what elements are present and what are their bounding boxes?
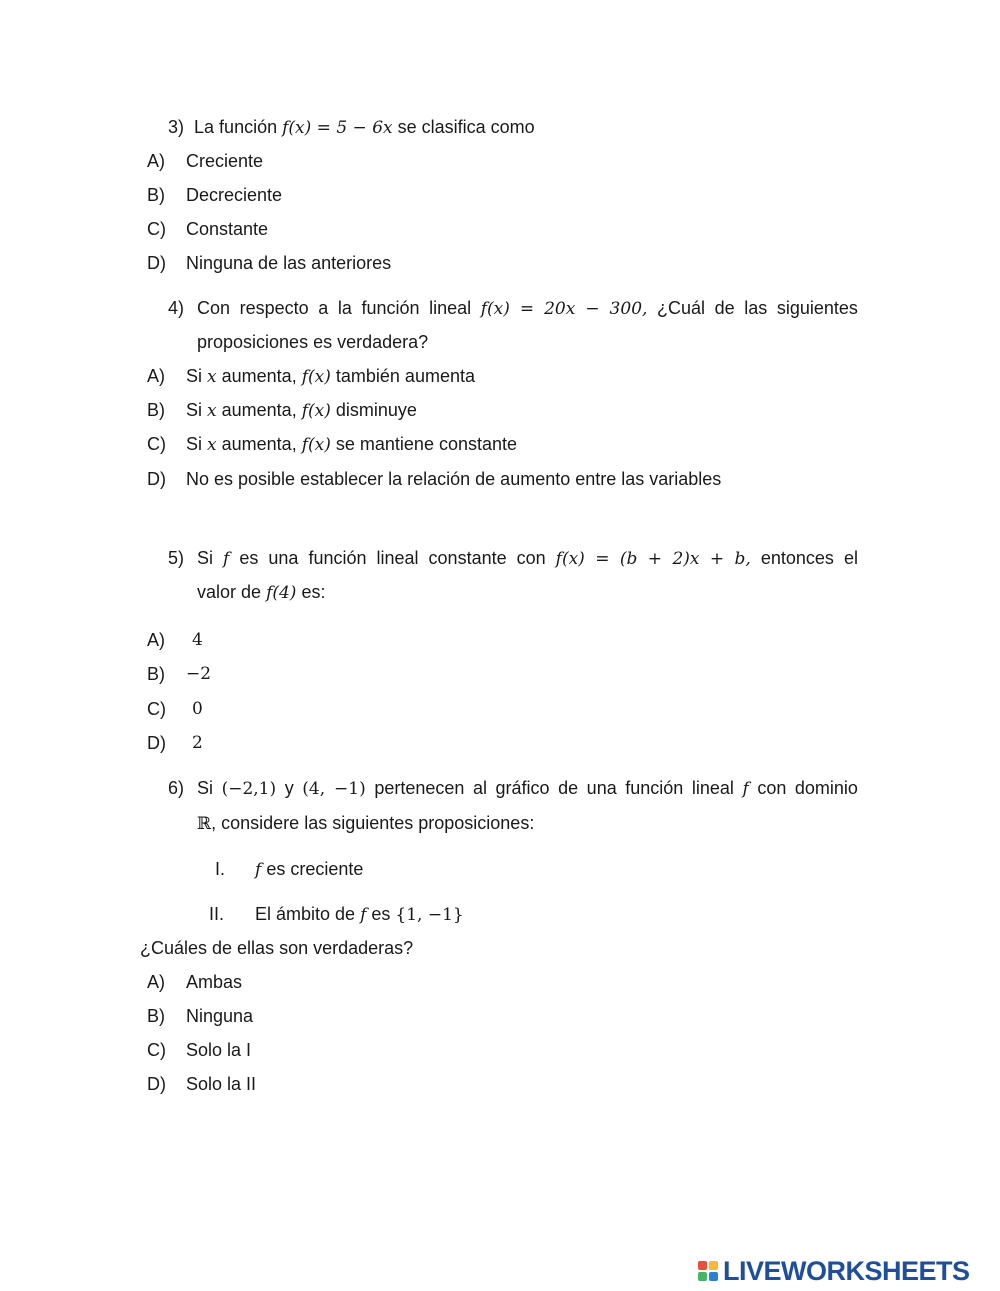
- option-value[interactable]: 0: [192, 699, 203, 719]
- option-letter: B): [147, 185, 165, 205]
- word: la: [337, 298, 352, 318]
- word: función: [308, 548, 367, 568]
- word: con dominio: [757, 778, 858, 798]
- word: lineal: [376, 548, 419, 568]
- option-letter: A): [147, 366, 165, 386]
- option-letter: A): [147, 630, 165, 650]
- question-6-line-2: [197, 811, 534, 836]
- proposition-text: [255, 857, 363, 882]
- option-value[interactable]: 4: [192, 630, 203, 650]
- math-expression: f(x) = 5 − 6x: [282, 118, 393, 138]
- question-6-line-1: [197, 776, 858, 801]
- math-expression: f(x) = 20x − 300,: [480, 299, 648, 319]
- word: Si: [186, 366, 203, 386]
- word: a: [318, 298, 329, 318]
- proposition-numeral: I.: [215, 859, 226, 879]
- math-variable: f: [255, 860, 262, 880]
- word: y: [284, 778, 294, 798]
- word: función: [361, 298, 420, 318]
- word: las: [744, 298, 768, 318]
- math-variable: f: [223, 549, 230, 569]
- word: entonces: [760, 548, 834, 568]
- word: Si: [186, 434, 203, 454]
- question-number: 3): [168, 117, 185, 137]
- option-text[interactable]: Solo la II: [186, 1074, 257, 1094]
- option-letter: D): [147, 1074, 166, 1094]
- question-number: 6): [168, 778, 185, 798]
- word: es:: [301, 582, 326, 602]
- math-expression: f(x) = (b + 2)x + b,: [555, 549, 751, 569]
- word: aumenta,: [221, 366, 297, 386]
- question-number: 5): [168, 548, 185, 568]
- word: también aumenta: [335, 366, 475, 386]
- option-letter: D): [147, 733, 166, 753]
- option-text[interactable]: Solo la I: [186, 1040, 252, 1060]
- math-variable: x: [207, 367, 217, 387]
- word: ¿Cuál: [657, 298, 706, 318]
- option-letter: B): [147, 1006, 165, 1026]
- word: pertenecen al gráfico de una función lineal: [374, 778, 734, 798]
- question-3: [168, 115, 535, 140]
- math-variable: x: [207, 401, 217, 421]
- option-text[interactable]: [186, 432, 517, 457]
- math-expression: f(x): [301, 401, 331, 421]
- option-text[interactable]: [186, 398, 417, 423]
- math-point: (−2,1): [221, 779, 277, 799]
- math-variable: f: [360, 905, 367, 925]
- word: Si: [197, 778, 214, 798]
- option-letter: A): [147, 151, 165, 171]
- word: de: [714, 298, 735, 318]
- word: una: [268, 548, 299, 568]
- word: , considere las siguientes proposiciones:: [211, 813, 535, 833]
- proposition-numeral: II.: [209, 904, 225, 924]
- option-letter: D): [147, 469, 166, 489]
- word: siguientes: [776, 298, 858, 318]
- word: se mantiene constante: [335, 434, 518, 454]
- word: Si: [197, 548, 214, 568]
- option-letter: C): [147, 219, 166, 239]
- option-text[interactable]: Ambas: [186, 972, 243, 992]
- option-text[interactable]: Creciente: [186, 151, 264, 171]
- math-expression: f(x): [301, 435, 331, 455]
- question-text: La función: [194, 117, 278, 137]
- question-5-line-1: [197, 546, 858, 571]
- question-number: 4): [168, 298, 185, 318]
- option-text[interactable]: [186, 364, 475, 389]
- word: El ámbito de: [255, 904, 356, 924]
- math-set: {1, −1}: [395, 905, 464, 925]
- option-letter: C): [147, 699, 166, 719]
- word: el: [843, 548, 858, 568]
- brand-name: LIVEWORKSHEETS: [723, 1255, 970, 1286]
- question-5-line-2: [197, 580, 325, 605]
- option-letter: B): [147, 400, 165, 420]
- word: disminuye: [335, 400, 417, 420]
- option-text[interactable]: Decreciente: [186, 185, 283, 205]
- option-letter: C): [147, 434, 166, 454]
- option-text[interactable]: Ninguna: [186, 1006, 254, 1026]
- question-6-prompt: ¿Cuáles de ellas son verdaderas?: [140, 938, 414, 958]
- word: respecto: [239, 298, 309, 318]
- word: valor de: [197, 582, 262, 602]
- math-set: ℝ: [197, 814, 212, 834]
- word: es: [371, 904, 391, 924]
- option-letter: C): [147, 1040, 166, 1060]
- word: Si: [186, 400, 203, 420]
- option-letter: D): [147, 253, 166, 273]
- word: aumenta,: [221, 400, 297, 420]
- math-variable: x: [207, 435, 217, 455]
- proposition-text: [255, 902, 464, 927]
- math-variable: f: [742, 779, 749, 799]
- option-value[interactable]: 2: [192, 733, 203, 753]
- option-text[interactable]: Constante: [186, 219, 269, 239]
- word: es creciente: [266, 859, 364, 879]
- question-4-line-2: proposiciones es verdadera?: [197, 332, 429, 352]
- math-expression: f(4): [266, 583, 297, 603]
- math-expression: f(x): [301, 367, 331, 387]
- word: Con: [197, 298, 231, 318]
- word: es: [239, 548, 259, 568]
- word: con: [516, 548, 546, 568]
- option-value[interactable]: −2: [186, 664, 212, 684]
- question-4-line-1: [197, 296, 858, 321]
- liveworksheets-logo-icon: [698, 1259, 720, 1283]
- word: constante: [428, 548, 507, 568]
- word: aumenta,: [221, 434, 297, 454]
- option-text[interactable]: Ninguna de las anteriores: [186, 253, 392, 273]
- question-text: se clasifica como: [397, 117, 535, 137]
- option-letter: B): [147, 664, 165, 684]
- option-text[interactable]: No es posible establecer la relación de aumento entre las variables: [186, 469, 722, 489]
- word: lineal: [429, 298, 472, 318]
- math-point: (4, −1): [302, 779, 366, 799]
- option-letter: A): [147, 972, 165, 992]
- brand-logo[interactable]: [698, 1255, 970, 1286]
